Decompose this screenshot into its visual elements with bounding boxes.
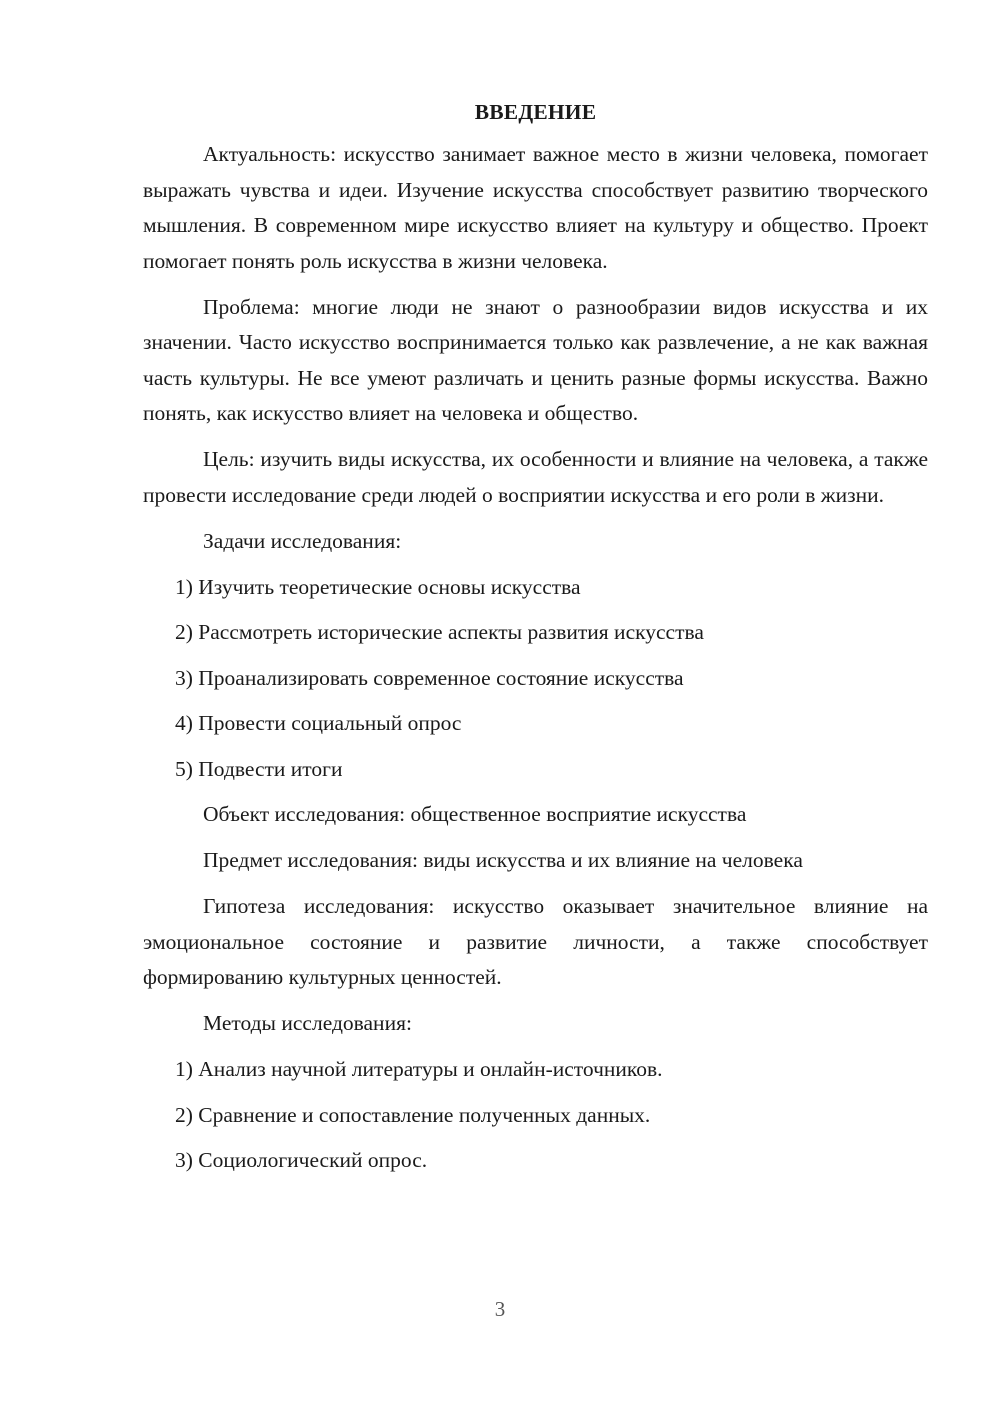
tasks-heading: Задачи исследования: bbox=[203, 528, 402, 553]
problem-paragraph: Проблема: многие люди не знают о разнообразии видов искусства и их значении. Часто искусство воспринимается только как развлечение, а не как важная часть культуры. Не все умеют различать и ценить разные формы искусства. Важно понять, как искусство влияет на человека и общество. bbox=[143, 294, 928, 425]
relevance-paragraph: Актуальность: искусство занимает важное место в жизни человека, помогает выражать чувства и идеи. Изучение искусства способствует развитию творческого мышления. В современном мире искусство влияет на культуру и общество. Проект помогает понять роль искусства в жизни человека. bbox=[143, 142, 928, 273]
goal-paragraph: Цель: изучить виды искусства, их особенности и влияние на человека, а также провести исследование среди людей о восприятии искусства и его роли в жизни. bbox=[143, 447, 928, 507]
method-item: 3) Социологический опрос. bbox=[175, 1148, 428, 1172]
task-item: 3) Проанализировать современное состояние искусства bbox=[175, 665, 684, 690]
method-item: 2) Сравнение и сопоставление полученных данных. bbox=[175, 1102, 651, 1127]
task-item: 1) Изучить теоретические основы искусства bbox=[175, 574, 581, 599]
task-item: 2) Рассмотреть исторические аспекты развития искусства bbox=[175, 620, 704, 644]
page-number: 3 bbox=[494, 1297, 506, 1321]
task-item: 5) Подвести итоги bbox=[175, 756, 343, 781]
research-subject: Предмет исследования: виды искусства и их влияние на человека bbox=[203, 848, 803, 872]
methods-heading: Методы исследования: bbox=[203, 1011, 412, 1035]
section-title: ВВЕДЕНИЕ bbox=[474, 100, 597, 124]
hypothesis-paragraph: Гипотеза исследования: искусство оказывает значительное влияние на эмоциональное состояние и развитие личности, а также способствует формированию культурных ценностей. bbox=[143, 894, 928, 989]
research-object: Объект исследования: общественное восприятие искусства bbox=[203, 802, 747, 826]
page-content bbox=[143, 95, 928, 1189]
method-item: 1) Анализ научной литературы и онлайн-источников. bbox=[175, 1057, 663, 1081]
task-item: 4) Провести социальный опрос bbox=[175, 711, 462, 735]
